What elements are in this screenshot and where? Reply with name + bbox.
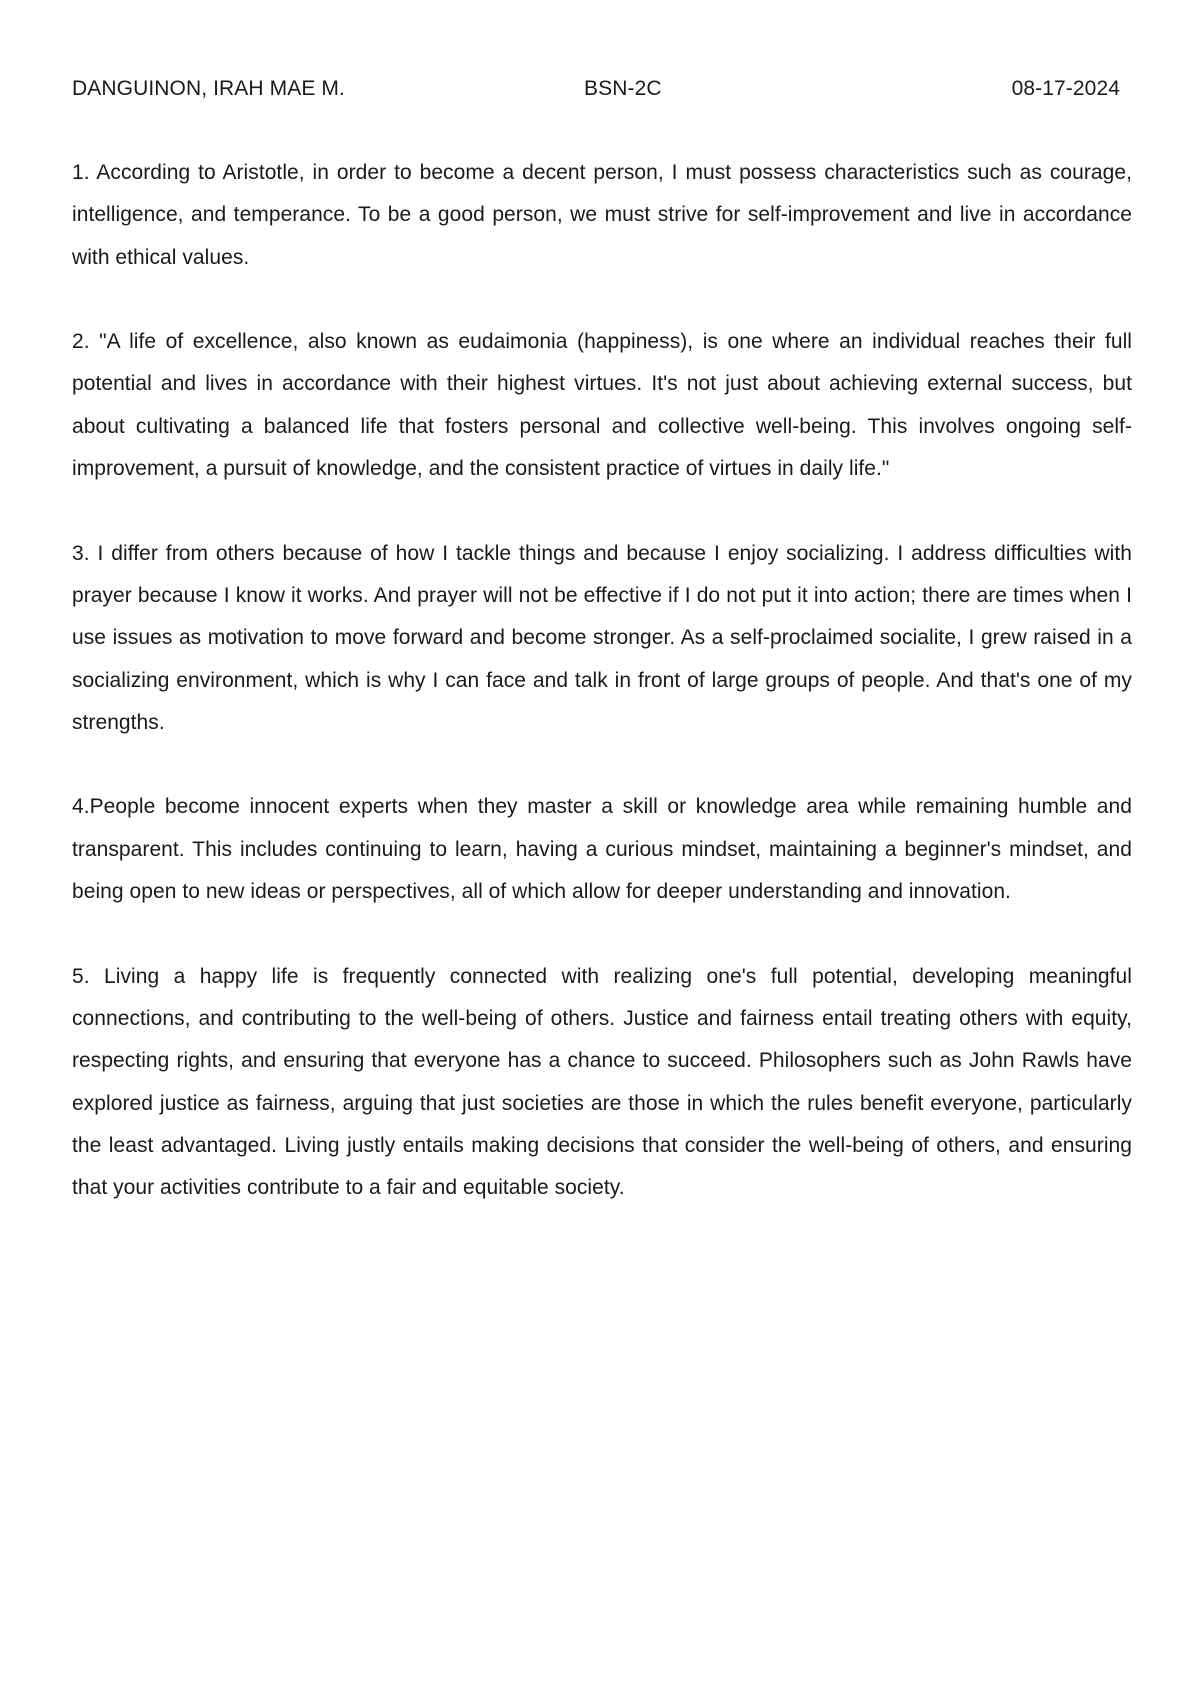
document-date: 08-17-2024: [1011, 77, 1120, 100]
answer-paragraph-3: 3. I differ from others because of how I tackle things and because I enjoy socializing. I address difficulties with prayer because I know it works. And prayer will not be effective if I do not put it into action; there are times when I use issues as motivation to move forward and become stronger. As a self-proclaimed socialite, I grew raised in a socializing environment, which is why I can face and talk in front of large groups of people. And that's one of my strengths.: [72, 541, 1132, 734]
answer-paragraph-5: 5. Living a happy life is frequently connected with realizing one's full potential, developing meaningful connections, and contributing to the well-being of others. Justice and fairness entail treating others with equity, respecting rights, and ensuring that everyone has a chance to succeed. Philosophers such as John Rawls have explored justice as fairness, arguing that just societies are those in which the rules benefit everyone, particularly the least advantaged. Living justly entails making decisions that consider the well-being of others, and ensuring that your activities contribute to a fair and equitable society.: [72, 964, 1132, 1200]
student-name: DANGUINON, IRAH MAE M.: [72, 77, 345, 100]
answer-paragraph-1: 1. According to Aristotle, in order to become a decent person, I must possess characteristics such as courage, intelligence, and temperance. To be a good person, we must strive for self-improvement and live in accordance with ethical values.: [72, 161, 1132, 269]
document-header: [72, 74, 1120, 104]
student-section: BSN-2C: [584, 77, 662, 100]
document-body: [72, 152, 1132, 1252]
answer-paragraph-4: 4.People become innocent experts when they master a skill or knowledge area while remaining humble and transparent. This includes continuing to learn, having a curious mindset, maintaining a beginner's mindset, and being open to new ideas or perspectives, all of which allow for deeper understanding and innovation.: [72, 795, 1132, 904]
answer-paragraph-2: 2. "A life of excellence, also known as eudaimonia (happiness), is one where an individual reaches their full potential and lives in accordance with their highest virtues. It's not just about achieving external success, but about cultivating a balanced life that fosters personal and collective well-being. This involves ongoing self-improvement, a pursuit of knowledge, and the consistent practice of virtues in daily life.": [72, 330, 1132, 481]
